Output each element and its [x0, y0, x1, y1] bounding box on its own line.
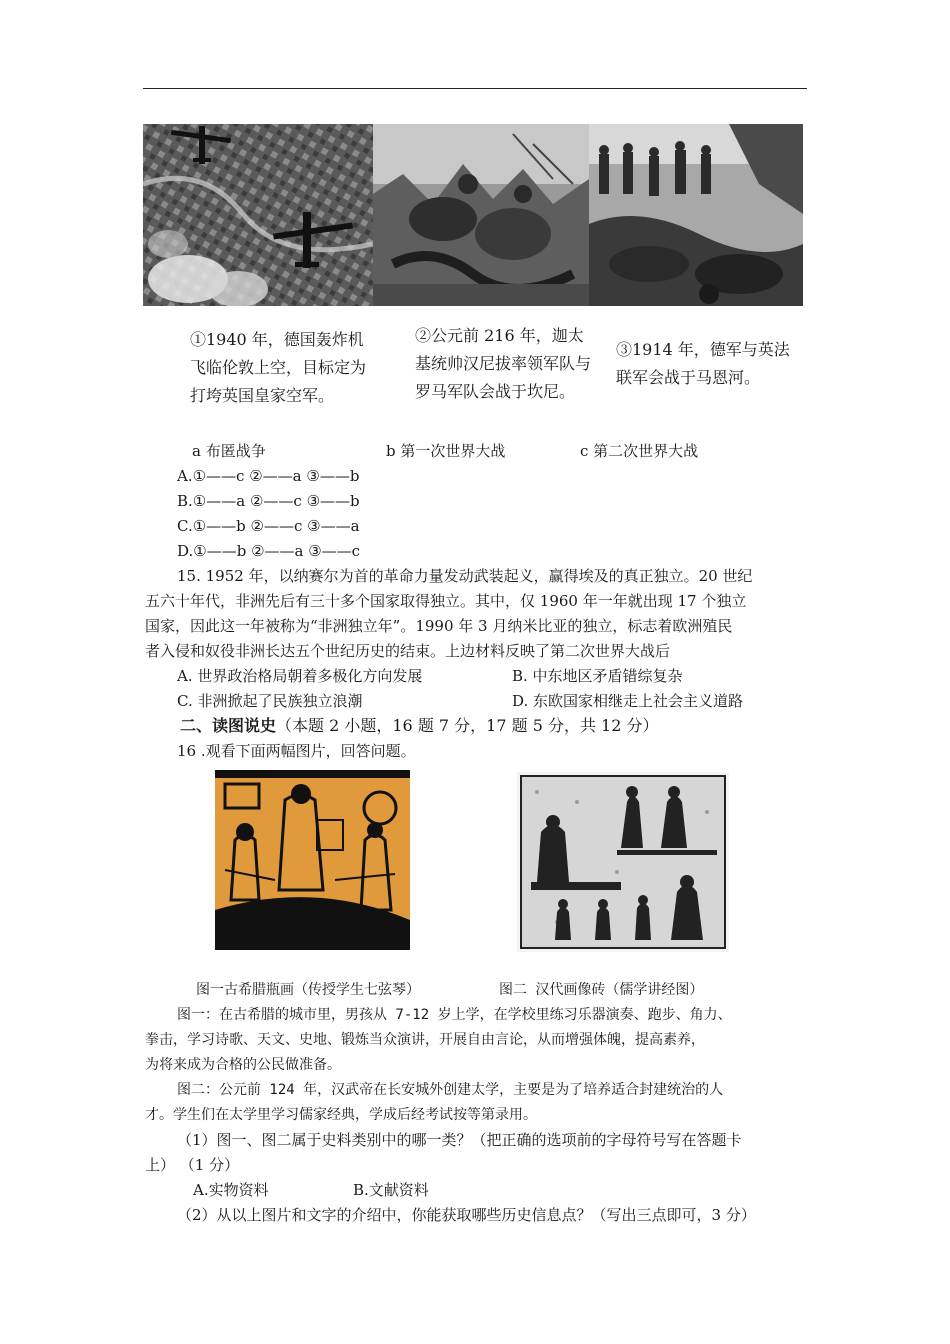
fig2-text-line2: 才。学生们在太学里学习儒家经典，学成后经考试按等第录用。 — [145, 1107, 537, 1123]
q14-option-d[interactable]: D.①——b ②——a ③——c — [177, 542, 361, 560]
war-option-c: c 第二次世界大战 — [580, 442, 699, 460]
q15-option-a[interactable]: A. 世界政治格局朝着多极化方向发展 — [177, 667, 423, 685]
fig1-text-line3: 为将来成为合格的公民做准备。 — [145, 1057, 341, 1073]
q15-option-b[interactable]: B. 中东地区矛盾错综复杂 — [512, 667, 683, 685]
fig1-text-line1: 图一：在古希腊的城市里，男孩从 7-12 岁上学，在学校里练习乐器演奏、跑步、角力、 — [177, 1007, 732, 1023]
photo1-caption: ①1940 年，德国轰炸机飞临伦敦上空，目标定为打垮英国皇家空军。 — [178, 320, 378, 422]
section-title: 二、读图说史 — [180, 716, 277, 735]
cannae-battle-engraving — [373, 124, 589, 306]
fig2-caption: 图二 汉代画像砖（儒学讲经图） — [499, 982, 704, 998]
fig2-text-line1: 图二：公元前 124 年，汉武帝在长安城外创建太学，主要是为了培养适合封建统治的人 — [177, 1082, 724, 1098]
war-option-a: a 布匿战争 — [192, 442, 266, 460]
q14-option-a[interactable]: A.①——c ②——a ③——b — [177, 467, 360, 485]
war-option-b: b 第一次世界大战 — [386, 442, 506, 460]
q14-option-c[interactable]: C.①——b ②——c ③——a — [177, 517, 360, 535]
fig1-caption: 图一古希腊瓶画（传授学生七弦琴） — [196, 982, 420, 998]
section-note: （本题 2 小题，16 题 7 分，17 题 5 分，共 12 分） — [276, 716, 659, 735]
section-heading — [180, 713, 659, 738]
fig1-text-line2: 拳击，学习诗歌、天文、史地、锻炼当众演讲，开展自由言论，从而增强体魄，提高素养， — [145, 1032, 705, 1048]
marne-troops-photo — [589, 124, 803, 306]
sub1-option-a[interactable]: A.实物资料 — [193, 1181, 269, 1199]
q15-option-c[interactable]: C. 非洲掀起了民族独立浪潮 — [177, 692, 363, 710]
q15-stem-line4: 者入侵和奴役非洲长达五个世纪历史的结束。上边材料反映了第二次世界大战后 — [145, 642, 671, 660]
han-brick-relief — [517, 772, 729, 952]
q15-stem-line2: 五六十年代，非洲先后有三十多个国家取得独立。其中，仅 1960 年一年就出现 17 个独立 — [145, 592, 747, 610]
sub-question-1-line1: （1）图一、图二属于史料类别中的哪一类？（把正确的选项前的字母符号写在答题卡 — [177, 1131, 742, 1149]
greek-vase-painting — [215, 770, 410, 950]
q14-option-b[interactable]: B.①——a ②——c ③——b — [177, 492, 360, 510]
header-rule — [143, 88, 807, 89]
q15-stem-line3: 国家，因此这一年被称为“非洲独立年”。1990 年 3 月纳米比亚的独立，标志着欧洲殖民 — [145, 617, 733, 635]
q15-option-d[interactable]: D. 东欧国家相继走上社会主义道路 — [512, 692, 744, 710]
bomber-photo — [143, 124, 373, 306]
photo2-caption: ②公元前 216 年，迦太基统帅汉尼拔率领军队与罗马军队会战于坎尼。 — [403, 316, 603, 438]
sub-question-1-line2: 上） （1 分） — [145, 1156, 240, 1174]
sub1-option-b[interactable]: B.文献资料 — [353, 1181, 429, 1199]
photo3-caption: ③1914 年，德军与英法联军会战于马恩河。 — [604, 330, 804, 436]
q16-intro: 16 .观看下面两幅图片，回答问题。 — [177, 742, 416, 760]
sub-question-2: （2）从以上图片和文字的介绍中，你能获取哪些历史信息点？（写出三点即可，3 分） — [177, 1206, 756, 1224]
q15-stem-line1: 15. 1952 年，以纳赛尔为首的革命力量发动武装起义，赢得埃及的真正独立。20 世纪 — [177, 567, 753, 585]
